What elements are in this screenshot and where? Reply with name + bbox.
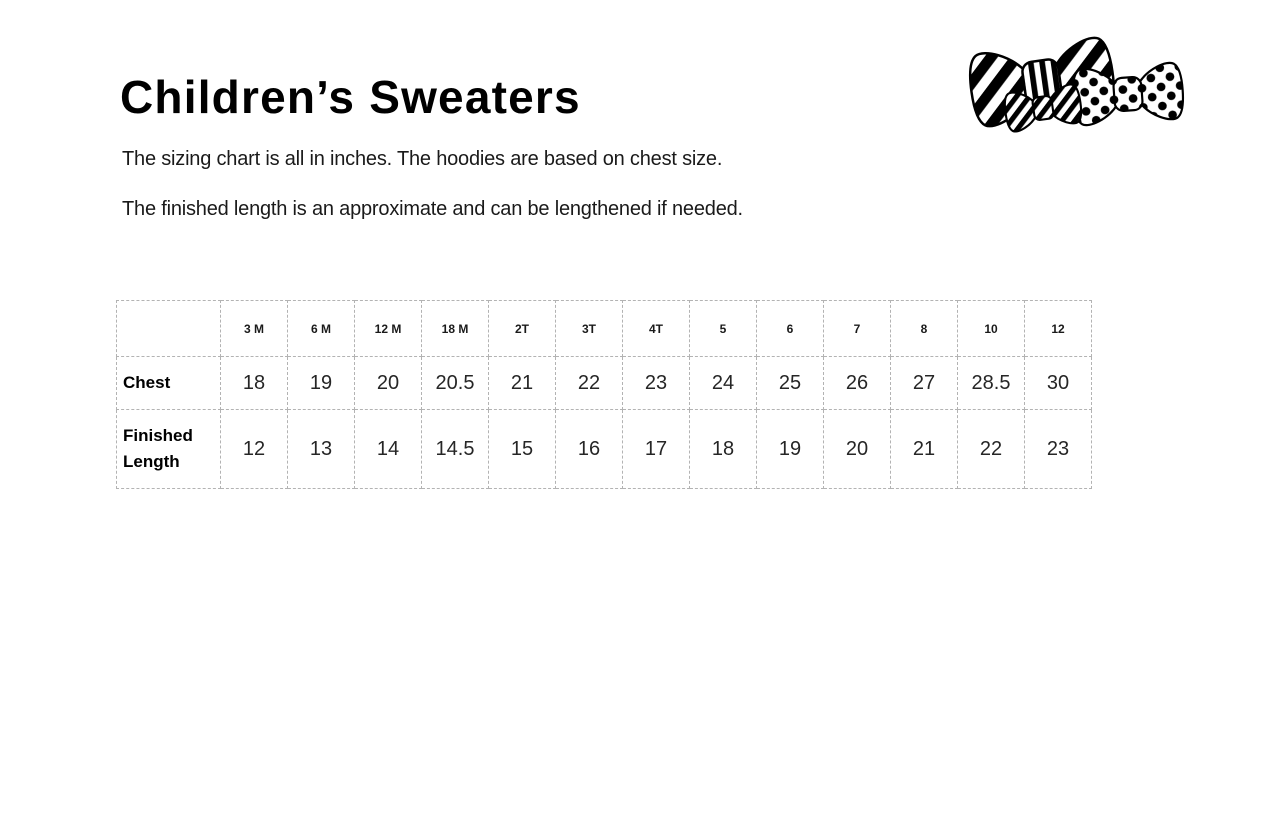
intro-text-line-2: The finished length is an approximate and can be lengthened if needed. bbox=[122, 198, 743, 220]
column-header-4t: 4T bbox=[623, 301, 690, 357]
column-header-5: 5 bbox=[690, 301, 757, 357]
row-label-finished-length: Finished Length bbox=[117, 410, 221, 489]
finished-length-value: 14 bbox=[355, 410, 422, 489]
chest-value: 20.5 bbox=[422, 357, 489, 410]
finished-length-value: 17 bbox=[623, 410, 690, 489]
chest-value: 25 bbox=[757, 357, 824, 410]
finished-length-value: 14.5 bbox=[422, 410, 489, 489]
finished-length-value: 22 bbox=[958, 410, 1025, 489]
corner-cell bbox=[117, 301, 221, 357]
column-header-12m: 12 M bbox=[355, 301, 422, 357]
column-header-3t: 3T bbox=[556, 301, 623, 357]
bow-ties-illustration bbox=[958, 36, 1198, 140]
chest-value: 26 bbox=[824, 357, 891, 410]
chest-value: 27 bbox=[891, 357, 958, 410]
chest-value: 24 bbox=[690, 357, 757, 410]
page-title: Children’s Sweaters bbox=[120, 71, 581, 123]
column-header-6: 6 bbox=[757, 301, 824, 357]
table-row-chest bbox=[117, 357, 1092, 410]
finished-length-value: 20 bbox=[824, 410, 891, 489]
column-header-8: 8 bbox=[891, 301, 958, 357]
polka-dot-bow-tie-icon bbox=[1071, 62, 1184, 126]
chest-value: 23 bbox=[623, 357, 690, 410]
table-row-finished-length bbox=[117, 410, 1092, 489]
table-header-row bbox=[117, 301, 1092, 357]
column-header-10: 10 bbox=[958, 301, 1025, 357]
row-label-chest: Chest bbox=[117, 357, 221, 410]
chest-value: 28.5 bbox=[958, 357, 1025, 410]
chest-value: 20 bbox=[355, 357, 422, 410]
finished-length-value: 12 bbox=[221, 410, 288, 489]
chest-value: 21 bbox=[489, 357, 556, 410]
column-header-7: 7 bbox=[824, 301, 891, 357]
column-header-18m: 18 M bbox=[422, 301, 489, 357]
chest-value: 30 bbox=[1025, 357, 1092, 410]
sizing-chart-table bbox=[116, 300, 1092, 489]
finished-length-value: 21 bbox=[891, 410, 958, 489]
column-header-12: 12 bbox=[1025, 301, 1092, 357]
finished-length-value: 13 bbox=[288, 410, 355, 489]
finished-length-value: 16 bbox=[556, 410, 623, 489]
chest-value: 19 bbox=[288, 357, 355, 410]
chest-value: 22 bbox=[556, 357, 623, 410]
finished-length-value: 19 bbox=[757, 410, 824, 489]
intro-text-line-1: The sizing chart is all in inches. The hoodies are based on chest size. bbox=[122, 148, 723, 170]
finished-length-value: 23 bbox=[1025, 410, 1092, 489]
finished-length-value: 18 bbox=[690, 410, 757, 489]
finished-length-value: 15 bbox=[489, 410, 556, 489]
column-header-3m: 3 M bbox=[221, 301, 288, 357]
column-header-6m: 6 M bbox=[288, 301, 355, 357]
chest-value: 18 bbox=[221, 357, 288, 410]
column-header-2t: 2T bbox=[489, 301, 556, 357]
